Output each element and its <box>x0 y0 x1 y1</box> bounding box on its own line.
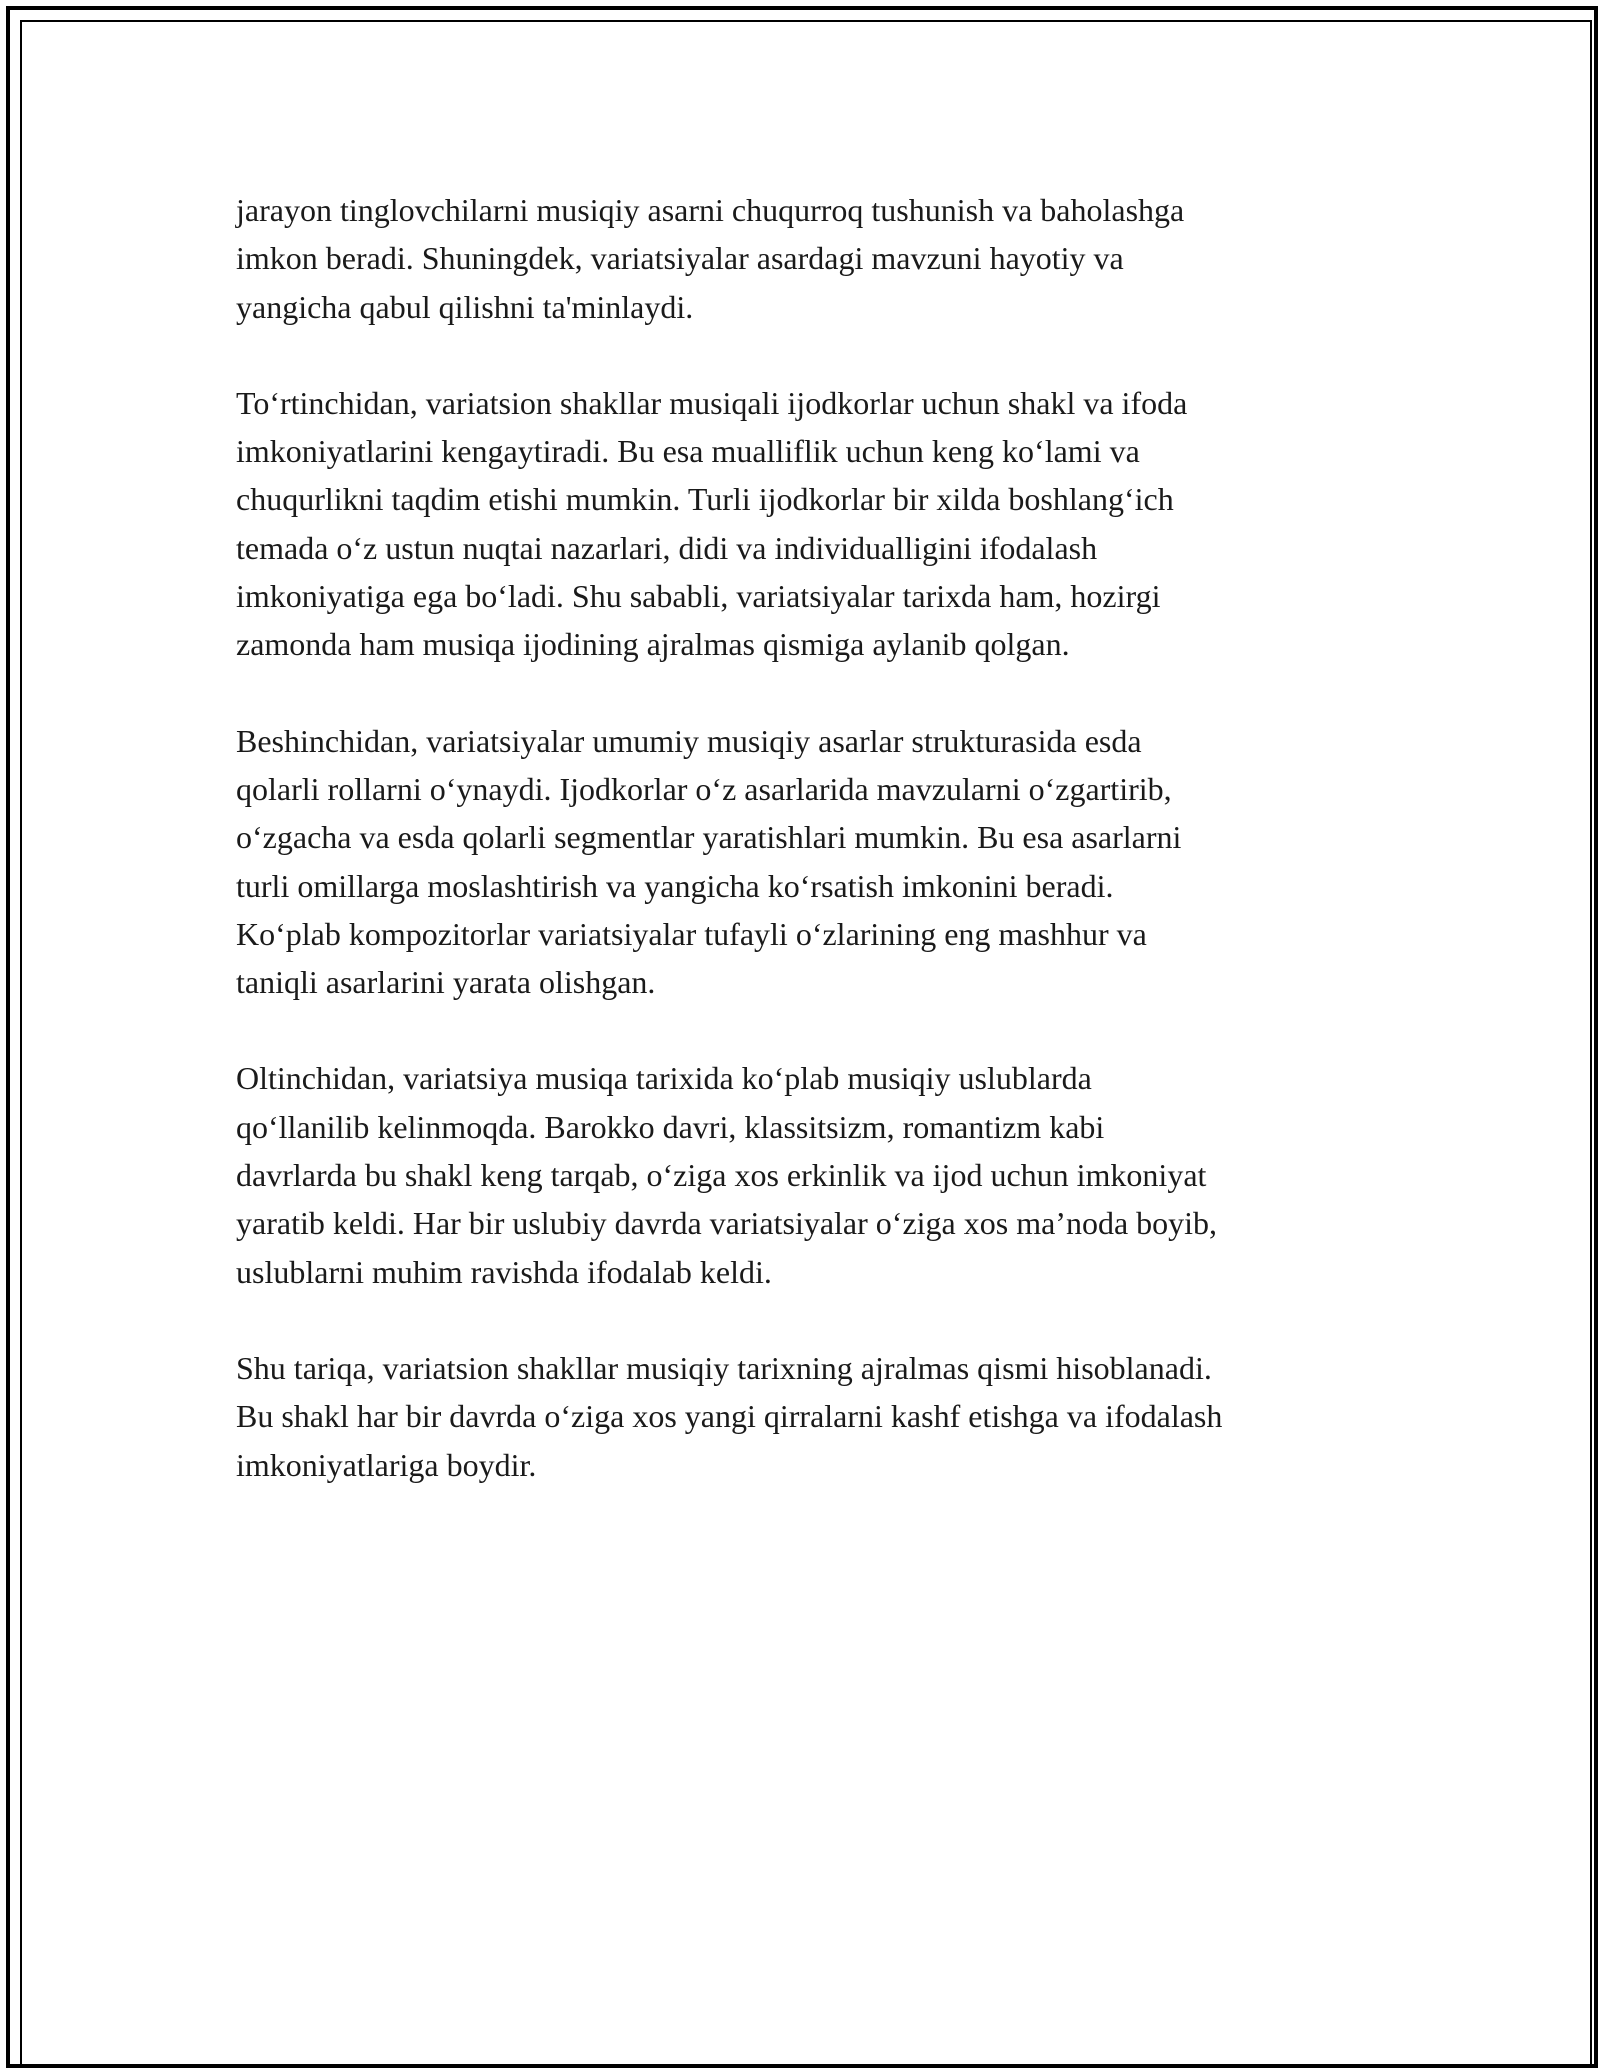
paragraph-1: jarayon tinglovchilarni musiqiy asarni chuqurroq tushunish va baholashga imkon beradi. Shuningdek, variatsiyalar asardagi mavzuni hayotiy va yangicha qabul qilishni ta'minlaydi. <box>236 192 1185 325</box>
paragraph-5: Shu tariqa, variatsion shakllar musiqiy tarixning ajralmas qismi hisoblanadi. Bu shakl har bir davrda o‘ziga xos yangi qirralarni kashf etishga va ifodalash imkoniyatlariga boydir. <box>236 1349 1223 1483</box>
paragraph-2: To‘rtinchidan, variatsion shakllar musiqali ijodkorlar uchun shakl va ifoda imkoniyatlarini kengaytiradi. Bu esa mualliflik uchun keng ko‘lami va chuqurlikni taqdim etishi mumkin. Turli ijodkorlar bir xilda boshlang‘ich temada o‘z ustun nuqtai nazarlari, didi va individualligini ifodalash imkoniyatiga ega bo‘ladi. Shu sababli, variatsiyalar tarixda ham, hozirgi zamonda ham musiqa ijodining ajralmas qismiga aylanib qolgan. <box>236 384 1188 663</box>
paragraph-3: Beshinchidan, variatsiyalar umumiy musiqiy asarlar strukturasida esda qolarli rollarni o‘ynaydi. Ijodkorlar o‘z asarlarida mavzularni o‘zgartirib, o‘zgacha va esda qolarli segmentlar yaratishlari mumkin. Bu esa asarlarni turli omillarga moslashtirish va yangicha ko‘rsatish imkonini beradi. Ko‘plab kompozitorlar variatsiyalar tufayli o‘zlarining eng mashhur va taniqli asarlarini yarata olishgan. <box>236 722 1182 1001</box>
paragraph-4: Oltinchidan, variatsiya musiqa tarixida ko‘plab musiqiy uslublarda qo‘llanilib kelinmoqda. Barokko davri, klassitsizm, romantizm kabi davrlarda bu shakl keng tarqab, o‘ziga xos erkinlik va ijod uchun imkoniyat yaratib keldi. Har bir uslubiy davrda variatsiyalar o‘ziga xos ma’noda boyib, uslublarni muhim ravishda ifodalab keldi. <box>236 1060 1218 1290</box>
document-body <box>236 186 1386 1537</box>
